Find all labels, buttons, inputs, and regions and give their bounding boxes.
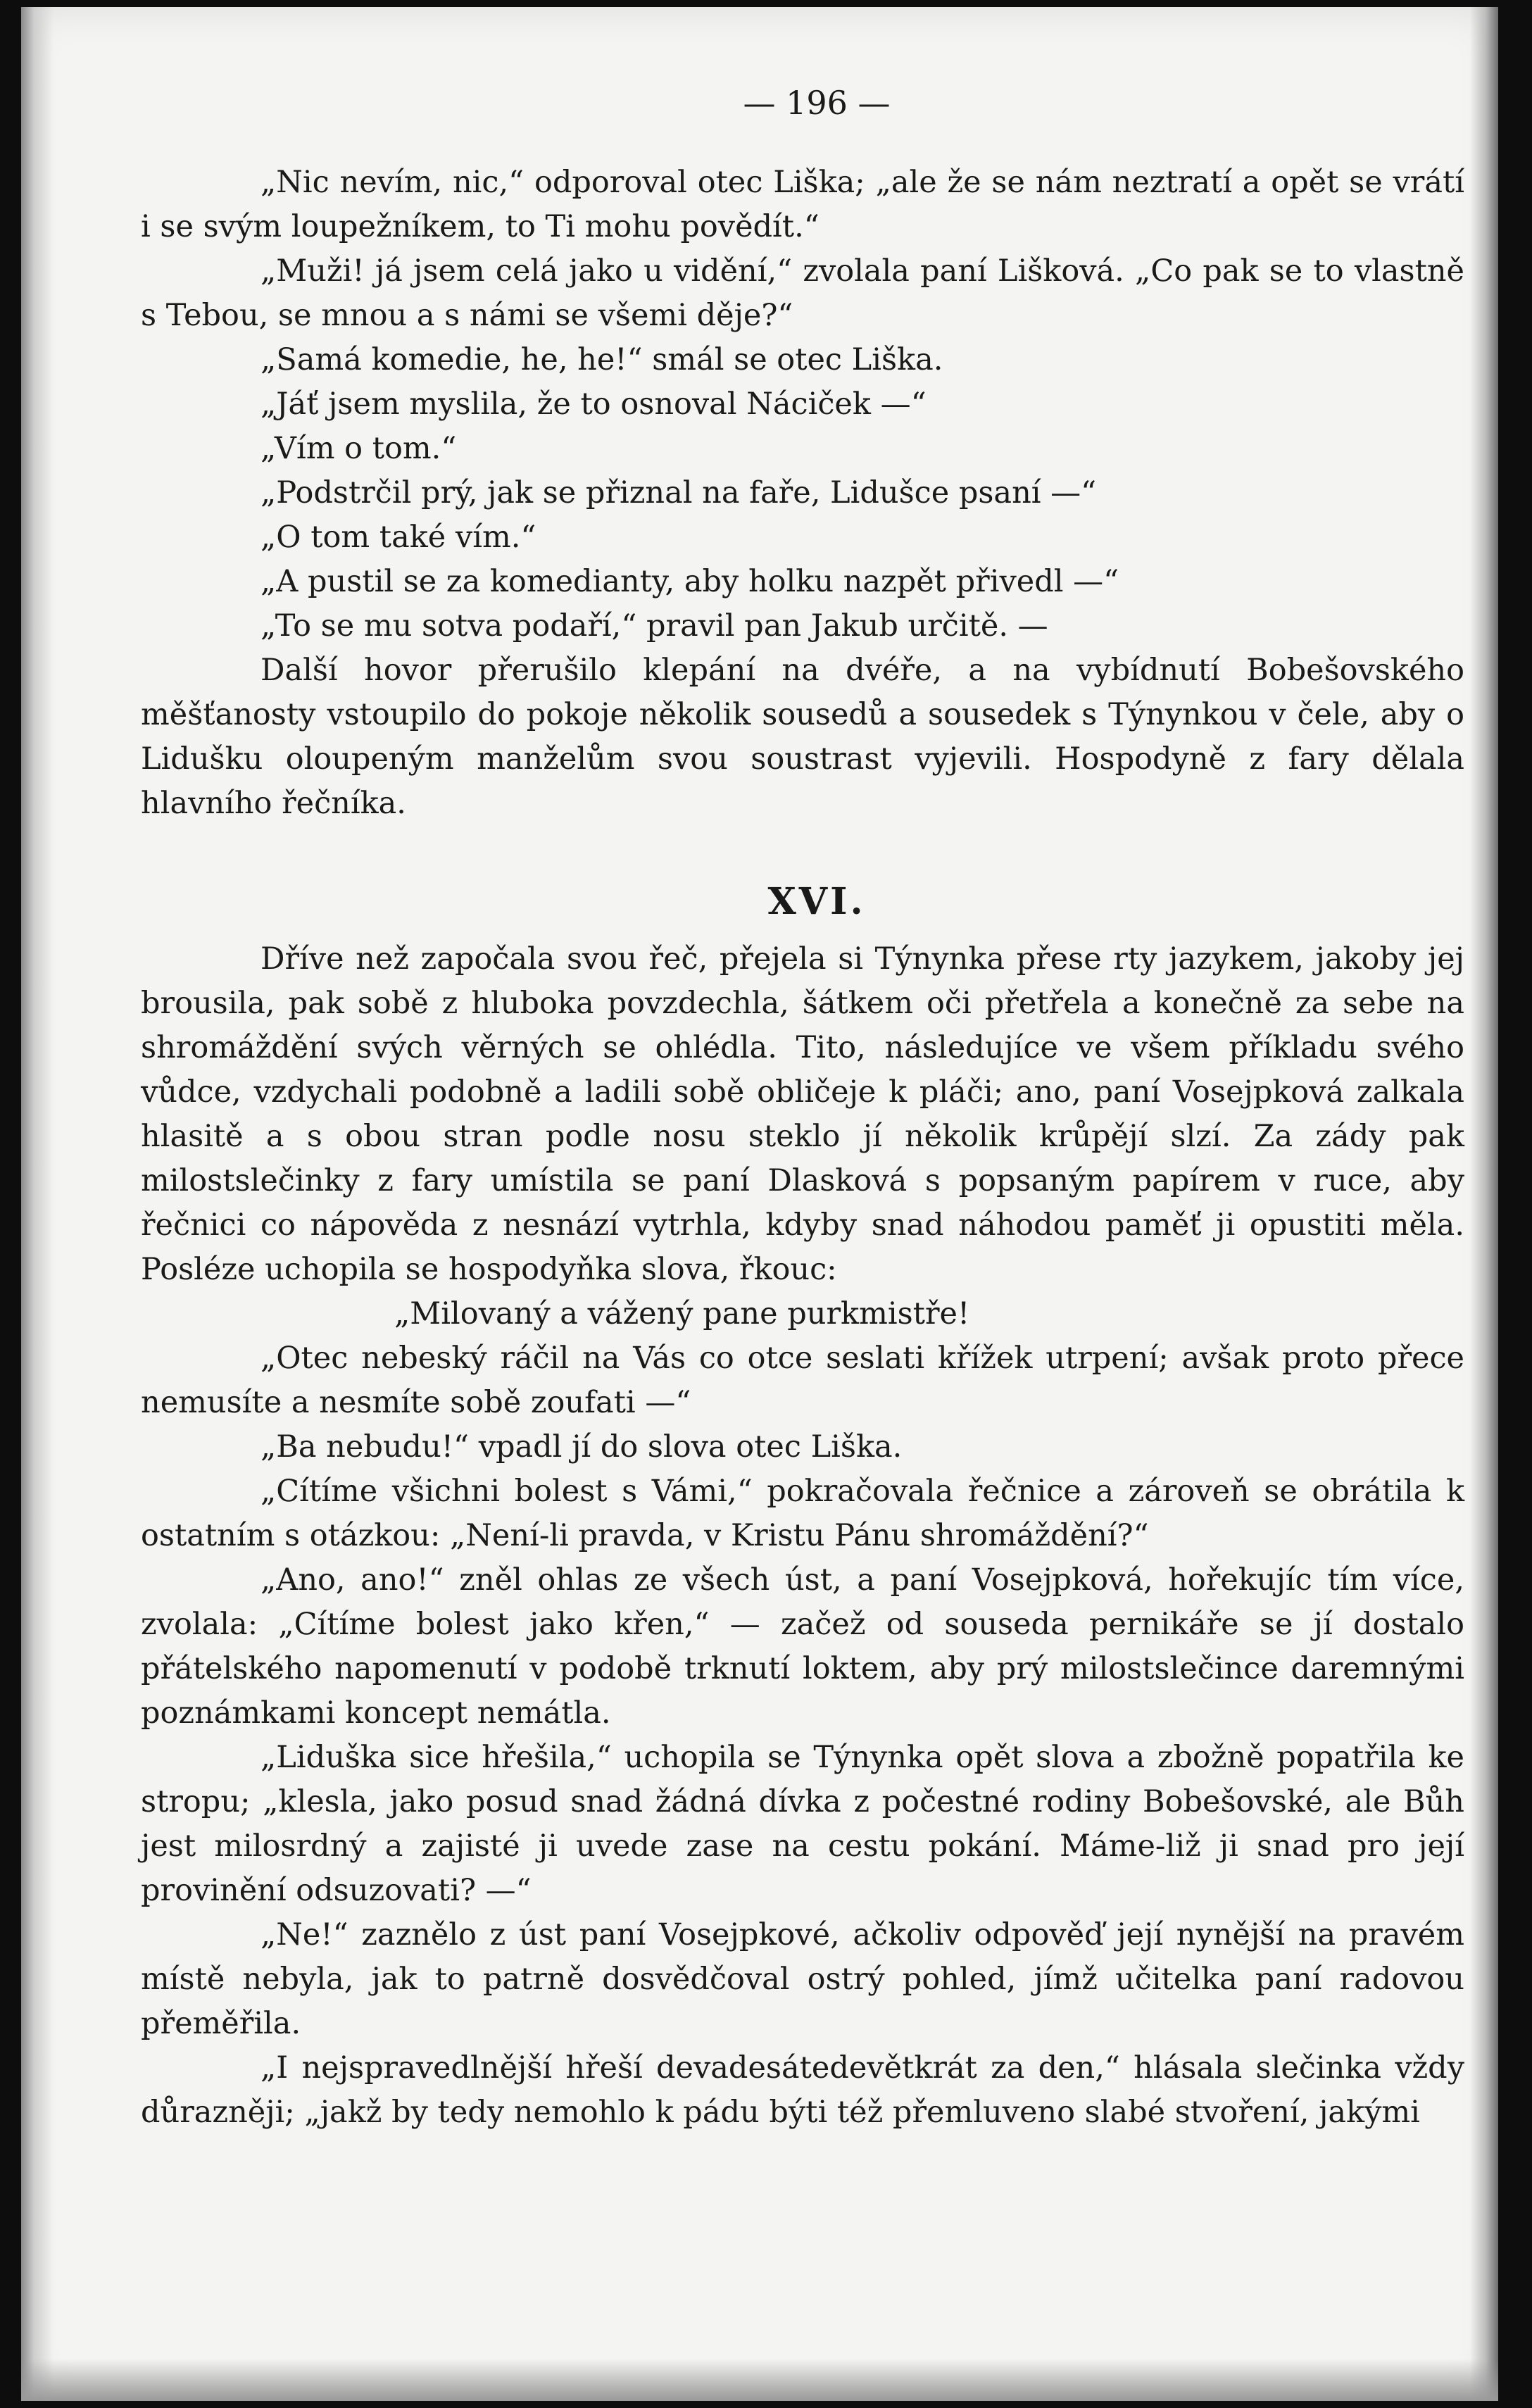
paragraph: Další hovor přerušilo klepání na dvéře, a na vybídnutí Bobešovského měšťanosty vstoupilo do pokoje několik sousedů a sousedek s Týnynkou v čele, aby o Lidušku oloupeným manželům svou soustrast vyjevili. Hospodyně z fary dělala hlavního řečníka. bbox=[141, 653, 1464, 821]
paragraph: „A pustil se za komedianty, aby holku nazpět přivedl —“ bbox=[260, 564, 1119, 599]
paragraph: Dříve než započala svou řeč, přejela si Týnynka přese rty jazykem, jakoby jej brousila, pak sobě z hluboka povzdechla, šátkem oči přetřela a konečně za sebe na shromáždění svých věrných se ohlédla. Tito, následujíce ve všem příkladu svého vůdce, vzdychali podobně a ladili sobě obličeje k pláči; ano, paní Vosejpková zalkala hlasitě a s obou stran podle nosu steklo jí několik krůpějí slzí. Za zády pak milostslečinky z fary umístila se paní Dlasková s popsaným papírem v ruce, aby řečnici co nápověda z nesnází vytrhla, kdyby snad náhodou paměť ji opustiti měla. Posléze uchopila se hospodyňka slova, řkouc: bbox=[141, 941, 1464, 1287]
chapter-heading: XVI. bbox=[767, 880, 866, 923]
paragraph: „Jáť jsem myslila, že to osnoval Náciček —“ bbox=[260, 387, 927, 422]
page-shadow-bottom bbox=[21, 2359, 1498, 2401]
paragraph: „Nic nevím, nic,“ odporoval otec Liška; „ale že se nám neztratí a opět se vrátí i se svým loupežníkem, to Ti mohu povědít.“ bbox=[141, 165, 1464, 244]
page-number: — 196 — bbox=[743, 84, 891, 122]
paragraph: „Ano, ano!“ zněl ohlas ze všech úst, a paní Vosejpková, hořekujíc tím více, zvolala: „Cítíme bolest jako křen,“ — začež od souseda pernikáře se jí dostalo přátelského napomenutí v podobě trknutí loktem, aby prý milostslečince daremnými poznámkami koncept nemátla. bbox=[141, 1562, 1464, 1731]
paragraph: „Muži! já jsem celá jako u vidění,“ zvolala paní Lišková. „Co pak se to vlastně s Tebou, se mnou a s námi se všemi děje?“ bbox=[141, 253, 1464, 333]
section-before bbox=[141, 161, 1464, 826]
paragraph: „To se mu sotva podaří,“ pravil pan Jakub určitě. — bbox=[260, 608, 1048, 644]
paragraph: „Ne!“ zaznělo z úst paní Vosejpkové, ačkoliv odpověď její nynější na pravém místě nebyla, jak to patrně dosvědčoval ostrý pohled, jímž učitelka paní radovou přeměřila. bbox=[141, 1917, 1464, 2041]
paragraph: „O tom také vím.“ bbox=[260, 520, 536, 555]
paragraph: „Vím o tom.“ bbox=[260, 431, 457, 466]
paragraph: „Liduška sice hřešila,“ uchopila se Týnynka opět slova a zbožně popatřila ke stropu; „klesla, jako posud snad žádná dívka z počestné rodiny Bobešovské, ale Bůh jest milosrdný a zajisté ji uvede zase na cestu pokání. Máme-liž ji snad pro její provinění odsuzovati? —“ bbox=[141, 1740, 1464, 1908]
paragraph: „Samá komedie, he, he!“ smál se otec Liška. bbox=[260, 342, 943, 377]
paragraph: „Otec nebeský ráčil na Vás co otce seslati křížek utrpení; avšak proto přece nemusíte a nesmíte sobě zoufati —“ bbox=[141, 1341, 1464, 1420]
page-text bbox=[141, 84, 1464, 2135]
address-line: „Milovaný a vážený pane purkmistře! bbox=[394, 1296, 970, 1331]
paragraph: „Cítíme všichni bolest s Vámi,“ pokračovala řečnice a zároveň se obrátila k ostatním s otázkou: „Není-li pravda, v Kristu Pánu shromáždění?“ bbox=[141, 1474, 1464, 1553]
paragraph: „Ba nebudu!“ vpadl jí do slova otec Liška. bbox=[260, 1429, 903, 1465]
paragraph: „I nejspravedlnější hřeší devadesátedevětkrát za den,“ hlásala slečinka vždy důrazněji; „jakž by tedy nemohlo k pádu býti též přemluveno slabé stvoření, jakými bbox=[141, 2050, 1464, 2130]
page-shadow-left bbox=[21, 7, 54, 2401]
page-shadow-right bbox=[1470, 7, 1498, 2401]
section-after bbox=[141, 937, 1464, 2135]
paragraph: „Podstrčil prý, jak se přiznal na faře, Lidušce psaní —“ bbox=[260, 475, 1097, 510]
